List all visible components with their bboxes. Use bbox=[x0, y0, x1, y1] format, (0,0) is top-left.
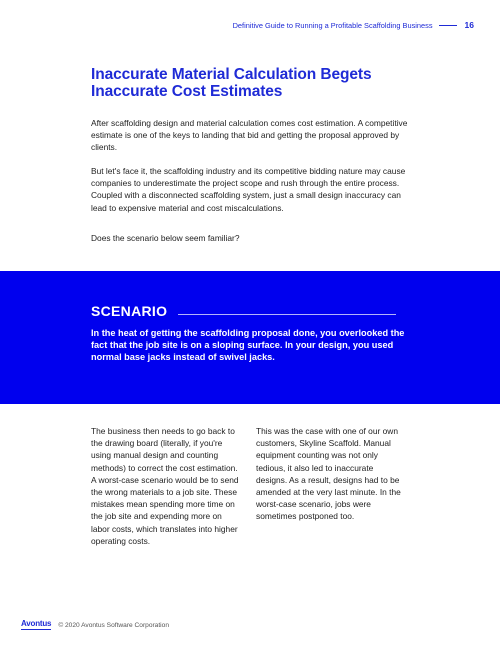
page-number: 16 bbox=[464, 20, 474, 30]
guide-title: Definitive Guide to Running a Profitable Scaffolding Business bbox=[232, 20, 433, 30]
header-divider bbox=[439, 25, 457, 26]
paragraph-question: Does the scenario below seem familiar? bbox=[91, 233, 240, 243]
logo-underline bbox=[21, 629, 51, 630]
column-left: The business then needs to go back to the drawing board (literally, if you're using manual design and counting methods) to correct the cost estimation. A worst-case scenario would be to send the wrong materials to a job site. These mistakes mean spending more time on the job site and expending more on labor costs, which translates into higher operating costs. bbox=[91, 426, 239, 546]
logo-wordmark: Avontus bbox=[21, 619, 52, 628]
paragraph-industry: But let's face it, the scaffolding industry and its competitive bidding nature may cause companies to underestimate the project scope and rush through the entire process. Coupled with a disconnected scaffolding system, just a small design inaccuracy can lead to expensive material and cost miscalculations. bbox=[91, 166, 406, 213]
avontus-logo bbox=[21, 620, 51, 630]
paragraph-intro: After scaffolding design and material calculation comes cost estimation. A competitive estimate is one of the keys to landing that bid and getting the proposal approved by clients. bbox=[91, 118, 408, 153]
scenario-text: In the heat of getting the scaffolding proposal done, you overlooked the fact that the job site is on a sloping surface. In your design, you used normal base jacks instead of swivel jacks. bbox=[91, 328, 405, 363]
column-right: This was the case with one of our own customers, Skyline Scaffold. Manual equipment counting was not only tedious, it also led to inaccurate designs. As a result, designs had to be amended at the very last minute. In the worst-case scenario, jobs were sometimes postponed too. bbox=[256, 426, 401, 522]
page-footer bbox=[21, 620, 169, 630]
section-title: Inaccurate Material Calculation Begets Inaccurate Cost Estimates bbox=[91, 66, 372, 100]
copyright-text: © 2020 Avontus Software Corporation bbox=[58, 621, 169, 629]
scenario-title: SCENARIO bbox=[91, 303, 168, 319]
scenario-rule bbox=[178, 314, 396, 315]
page-header bbox=[233, 20, 474, 30]
